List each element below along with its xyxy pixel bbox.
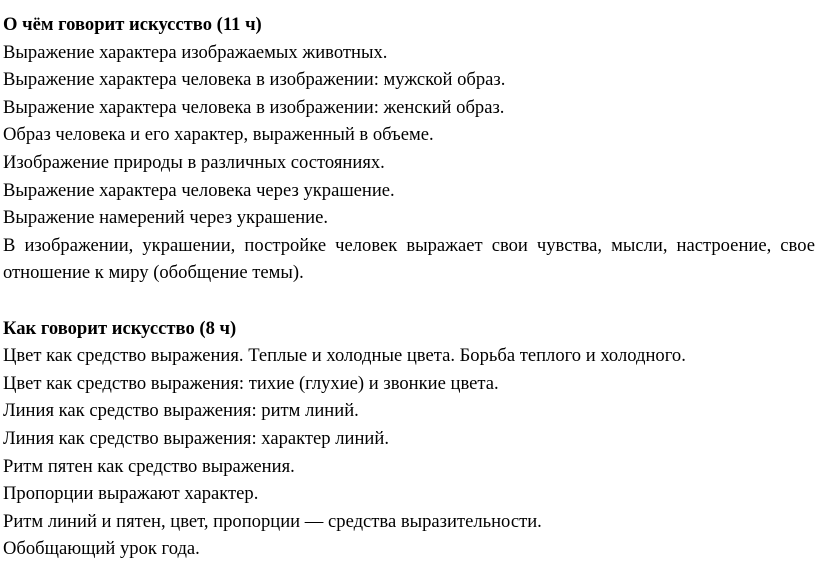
list-item: Цвет как средство выражения: тихие (глухие) и звонкие цвета.	[3, 372, 499, 394]
section-title: Как говорит искусство (8 ч)	[3, 317, 237, 339]
list-item: Выражение характера изображаемых животных.	[3, 41, 388, 63]
list-item: Линия как средство выражения: ритм линий.	[3, 400, 359, 422]
list-item: Цвет как средство выражения. Теплые и холодные цвета. Борьба теплого и холодного.	[3, 345, 686, 367]
section-spacer	[3, 287, 815, 315]
list-item: Пропорции выражают характер.	[3, 483, 259, 505]
list-item: Изображение природы в различных состояниях.	[3, 151, 385, 173]
list-item: Выражение характера человека через украшение.	[3, 179, 395, 201]
list-item: Образ человека и его характер, выраженный в объеме.	[3, 124, 434, 146]
list-item: Выражение характера человека в изображении: женский образ.	[3, 96, 505, 118]
list-item: Ритм линий и пятен, цвет, пропорции — средства выразительности.	[3, 510, 542, 532]
document-page	[3, 11, 815, 563]
list-item: Выражение характера человека в изображении: мужской образ.	[3, 69, 506, 91]
list-item: Линия как средство выражения: характер линий.	[3, 427, 389, 449]
list-item: Обобщающий урок года.	[3, 538, 200, 560]
section-what-art-says	[3, 11, 815, 287]
list-item: Ритм пятен как средство выражения.	[3, 455, 295, 477]
list-item: Выражение намерений через украшение.	[3, 207, 329, 229]
section-summary: В изображении, украшении, постройке человек выражает свои чувства, мысли, настроение, свое отношение к миру (обобщение темы).	[3, 234, 815, 284]
section-how-art-speaks	[3, 315, 815, 563]
section-title: О чём говорит искусство (11 ч)	[3, 14, 262, 35]
